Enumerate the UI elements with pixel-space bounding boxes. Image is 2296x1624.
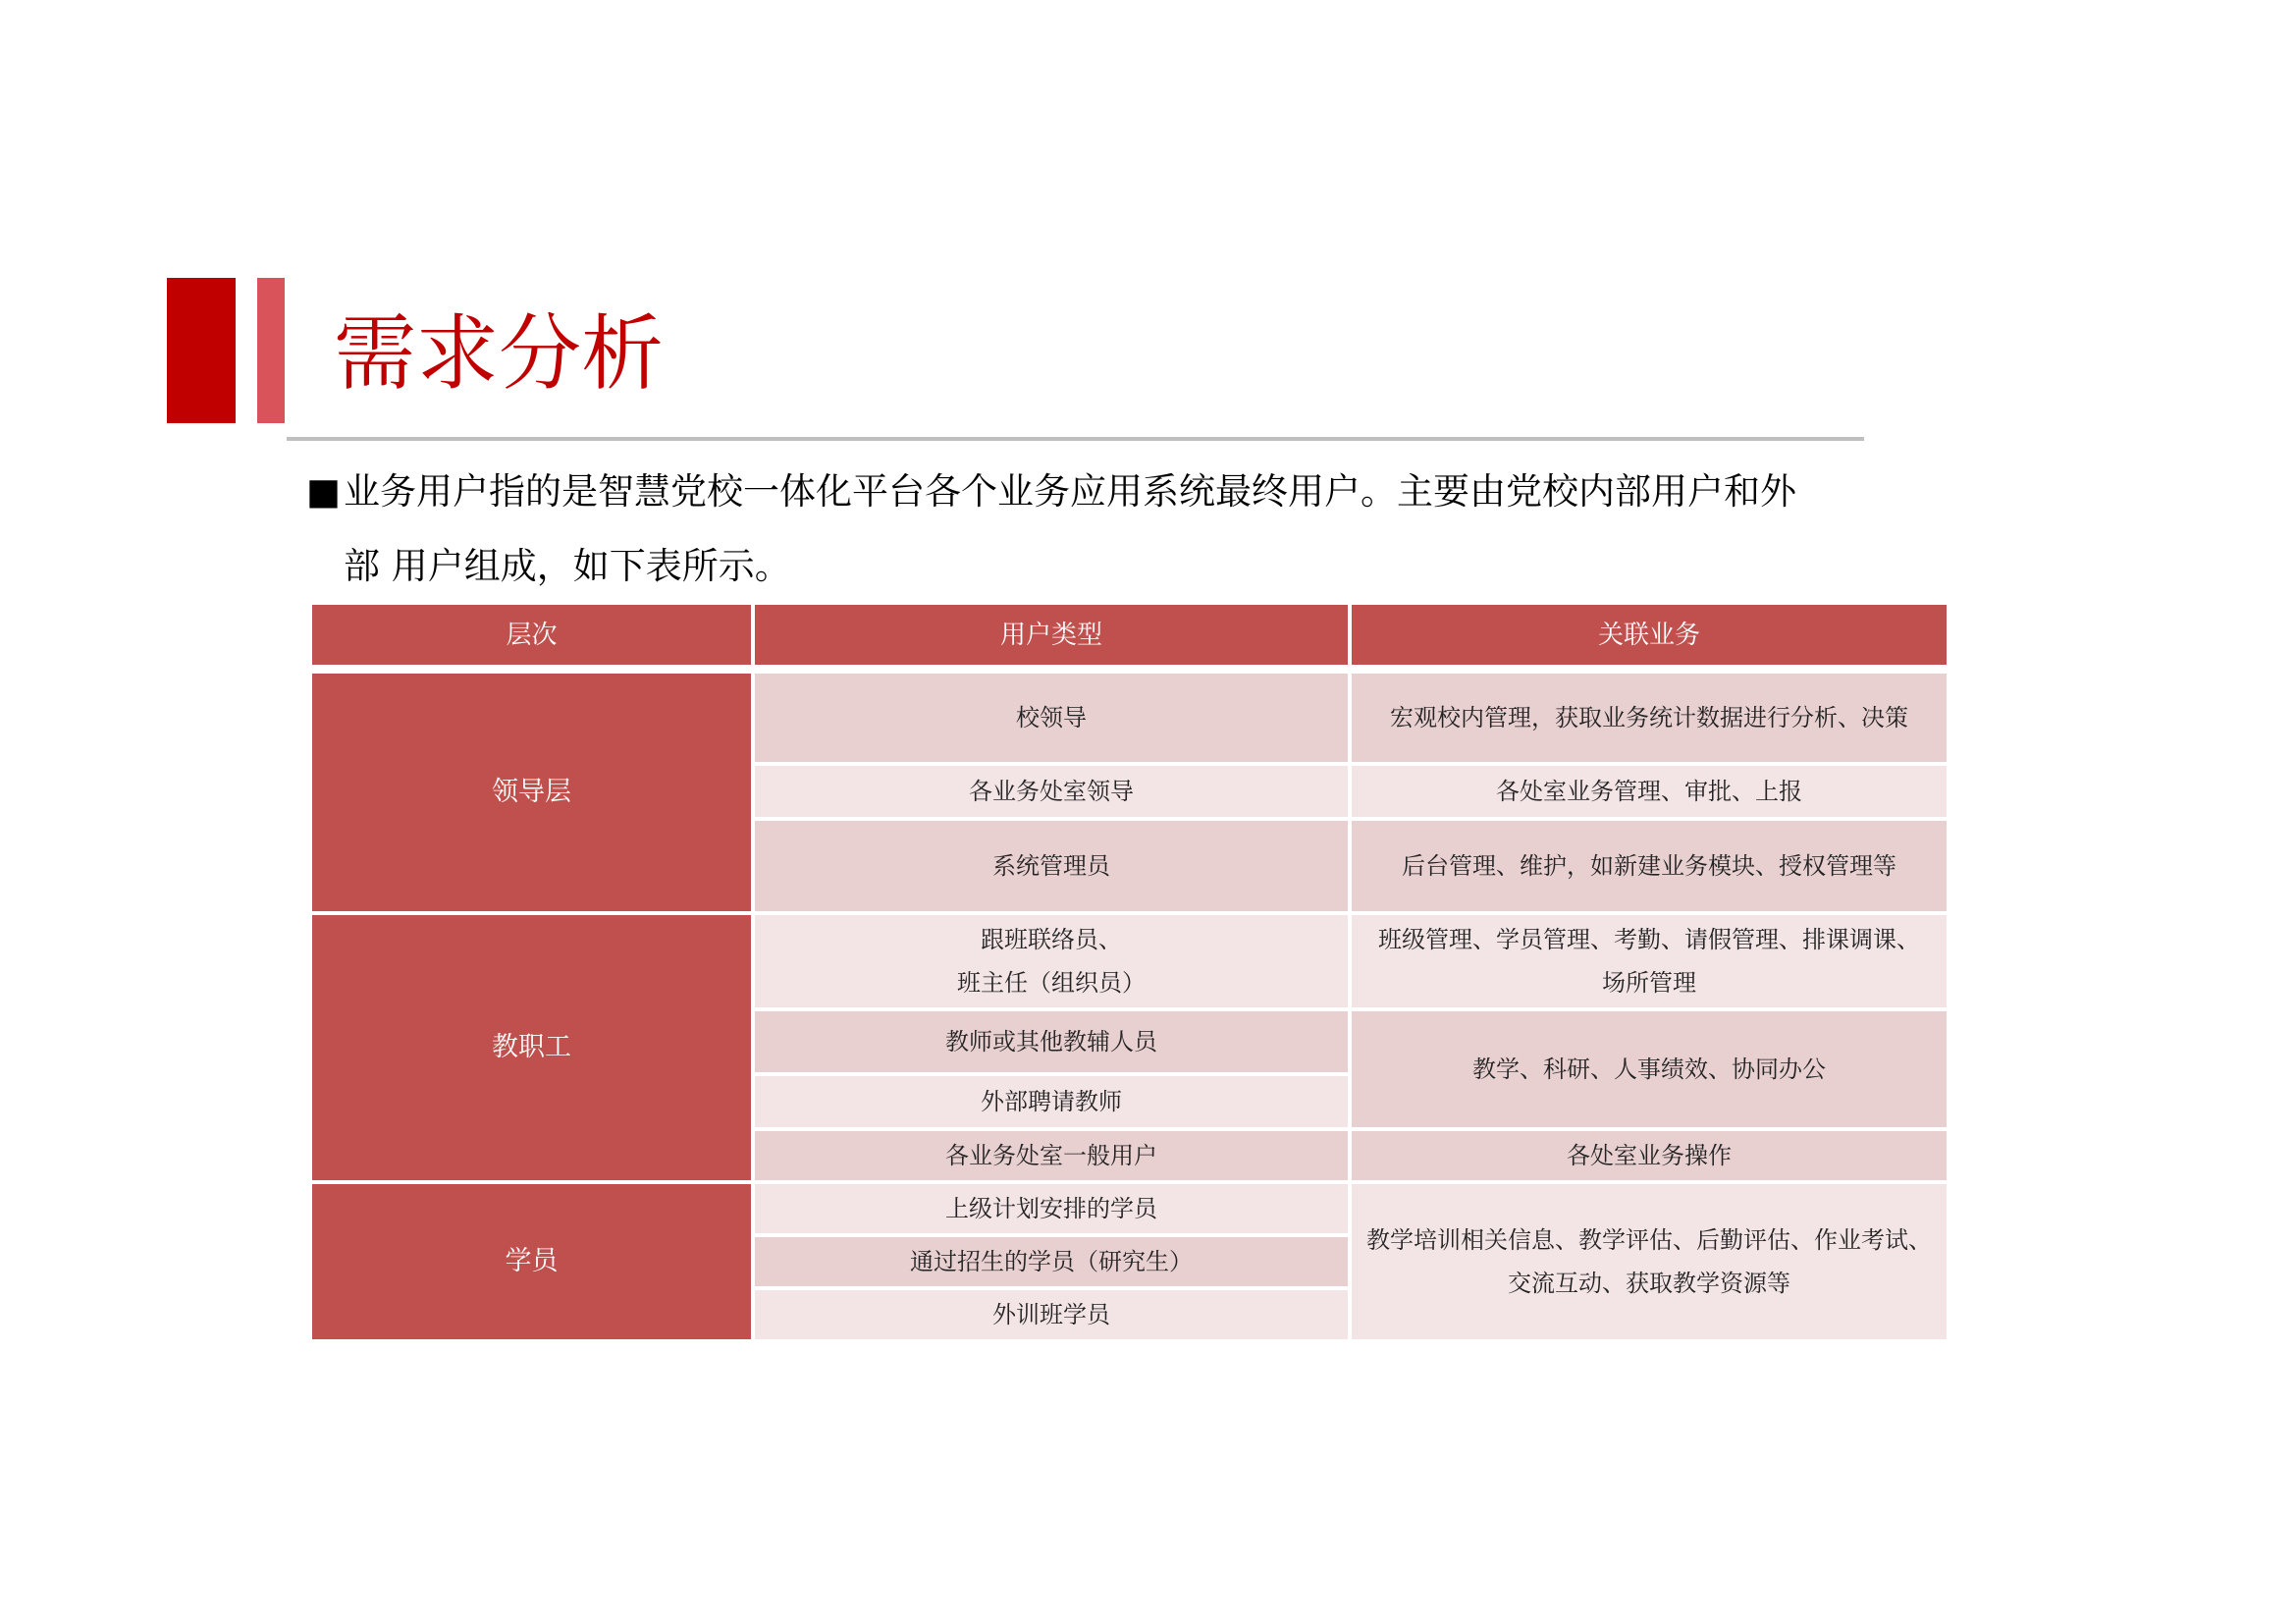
table-header-level: 层次	[312, 605, 751, 665]
user-type-cell: 系统管理员	[755, 821, 1348, 911]
square-bullet-icon: ■	[306, 470, 341, 513]
page-title: 需求分析	[334, 305, 665, 402]
intro-line-1: 业务用户指的是智慧党校一体化平台各个业务应用系统最终用户。主要由党校内部用户和外	[344, 470, 1796, 513]
title-accent-bar-light	[257, 278, 285, 423]
title-accent-bar-dark	[167, 278, 236, 423]
user-type-cell: 教师或其他教辅人员	[755, 1011, 1348, 1072]
business-cell: 后台管理、维护，如新建业务模块、授权管理等	[1352, 821, 1947, 911]
user-type-cell: 跟班联络员、 班主任（组织员）	[755, 915, 1348, 1007]
intro-line-2: 部 用户组成，如下表所示。	[344, 545, 791, 587]
intro-paragraph	[306, 455, 1926, 604]
group-cell-students: 学员	[312, 1184, 751, 1339]
user-type-cell: 上级计划安排的学员	[755, 1184, 1348, 1233]
user-type-cell: 校领导	[755, 674, 1348, 762]
business-cell: 各处室业务管理、审批、上报	[1352, 766, 1947, 817]
business-cell: 教学培训相关信息、教学评估、后勤评估、作业考试、 交流互动、获取教学资源等	[1352, 1184, 1947, 1339]
user-type-cell: 通过招生的学员（研究生）	[755, 1237, 1348, 1286]
user-type-cell: 外训班学员	[755, 1290, 1348, 1339]
business-cell: 宏观校内管理，获取业务统计数据进行分析、决策	[1352, 674, 1947, 762]
business-cell: 各处室业务操作	[1352, 1131, 1947, 1180]
group-cell-leadership: 领导层	[312, 674, 751, 911]
user-type-cell: 各业务处室一般用户	[755, 1131, 1348, 1180]
title-divider	[287, 437, 1864, 441]
table-header-user-type: 用户类型	[755, 605, 1348, 665]
table-header-business: 关联业务	[1352, 605, 1947, 665]
business-cell: 班级管理、学员管理、考勤、请假管理、排课调课、 场所管理	[1352, 915, 1947, 1007]
user-type-cell: 外部聘请教师	[755, 1076, 1348, 1127]
user-type-cell: 各业务处室领导	[755, 766, 1348, 817]
group-cell-staff: 教职工	[312, 915, 751, 1180]
business-cell: 教学、科研、人事绩效、协同办公	[1352, 1011, 1947, 1127]
